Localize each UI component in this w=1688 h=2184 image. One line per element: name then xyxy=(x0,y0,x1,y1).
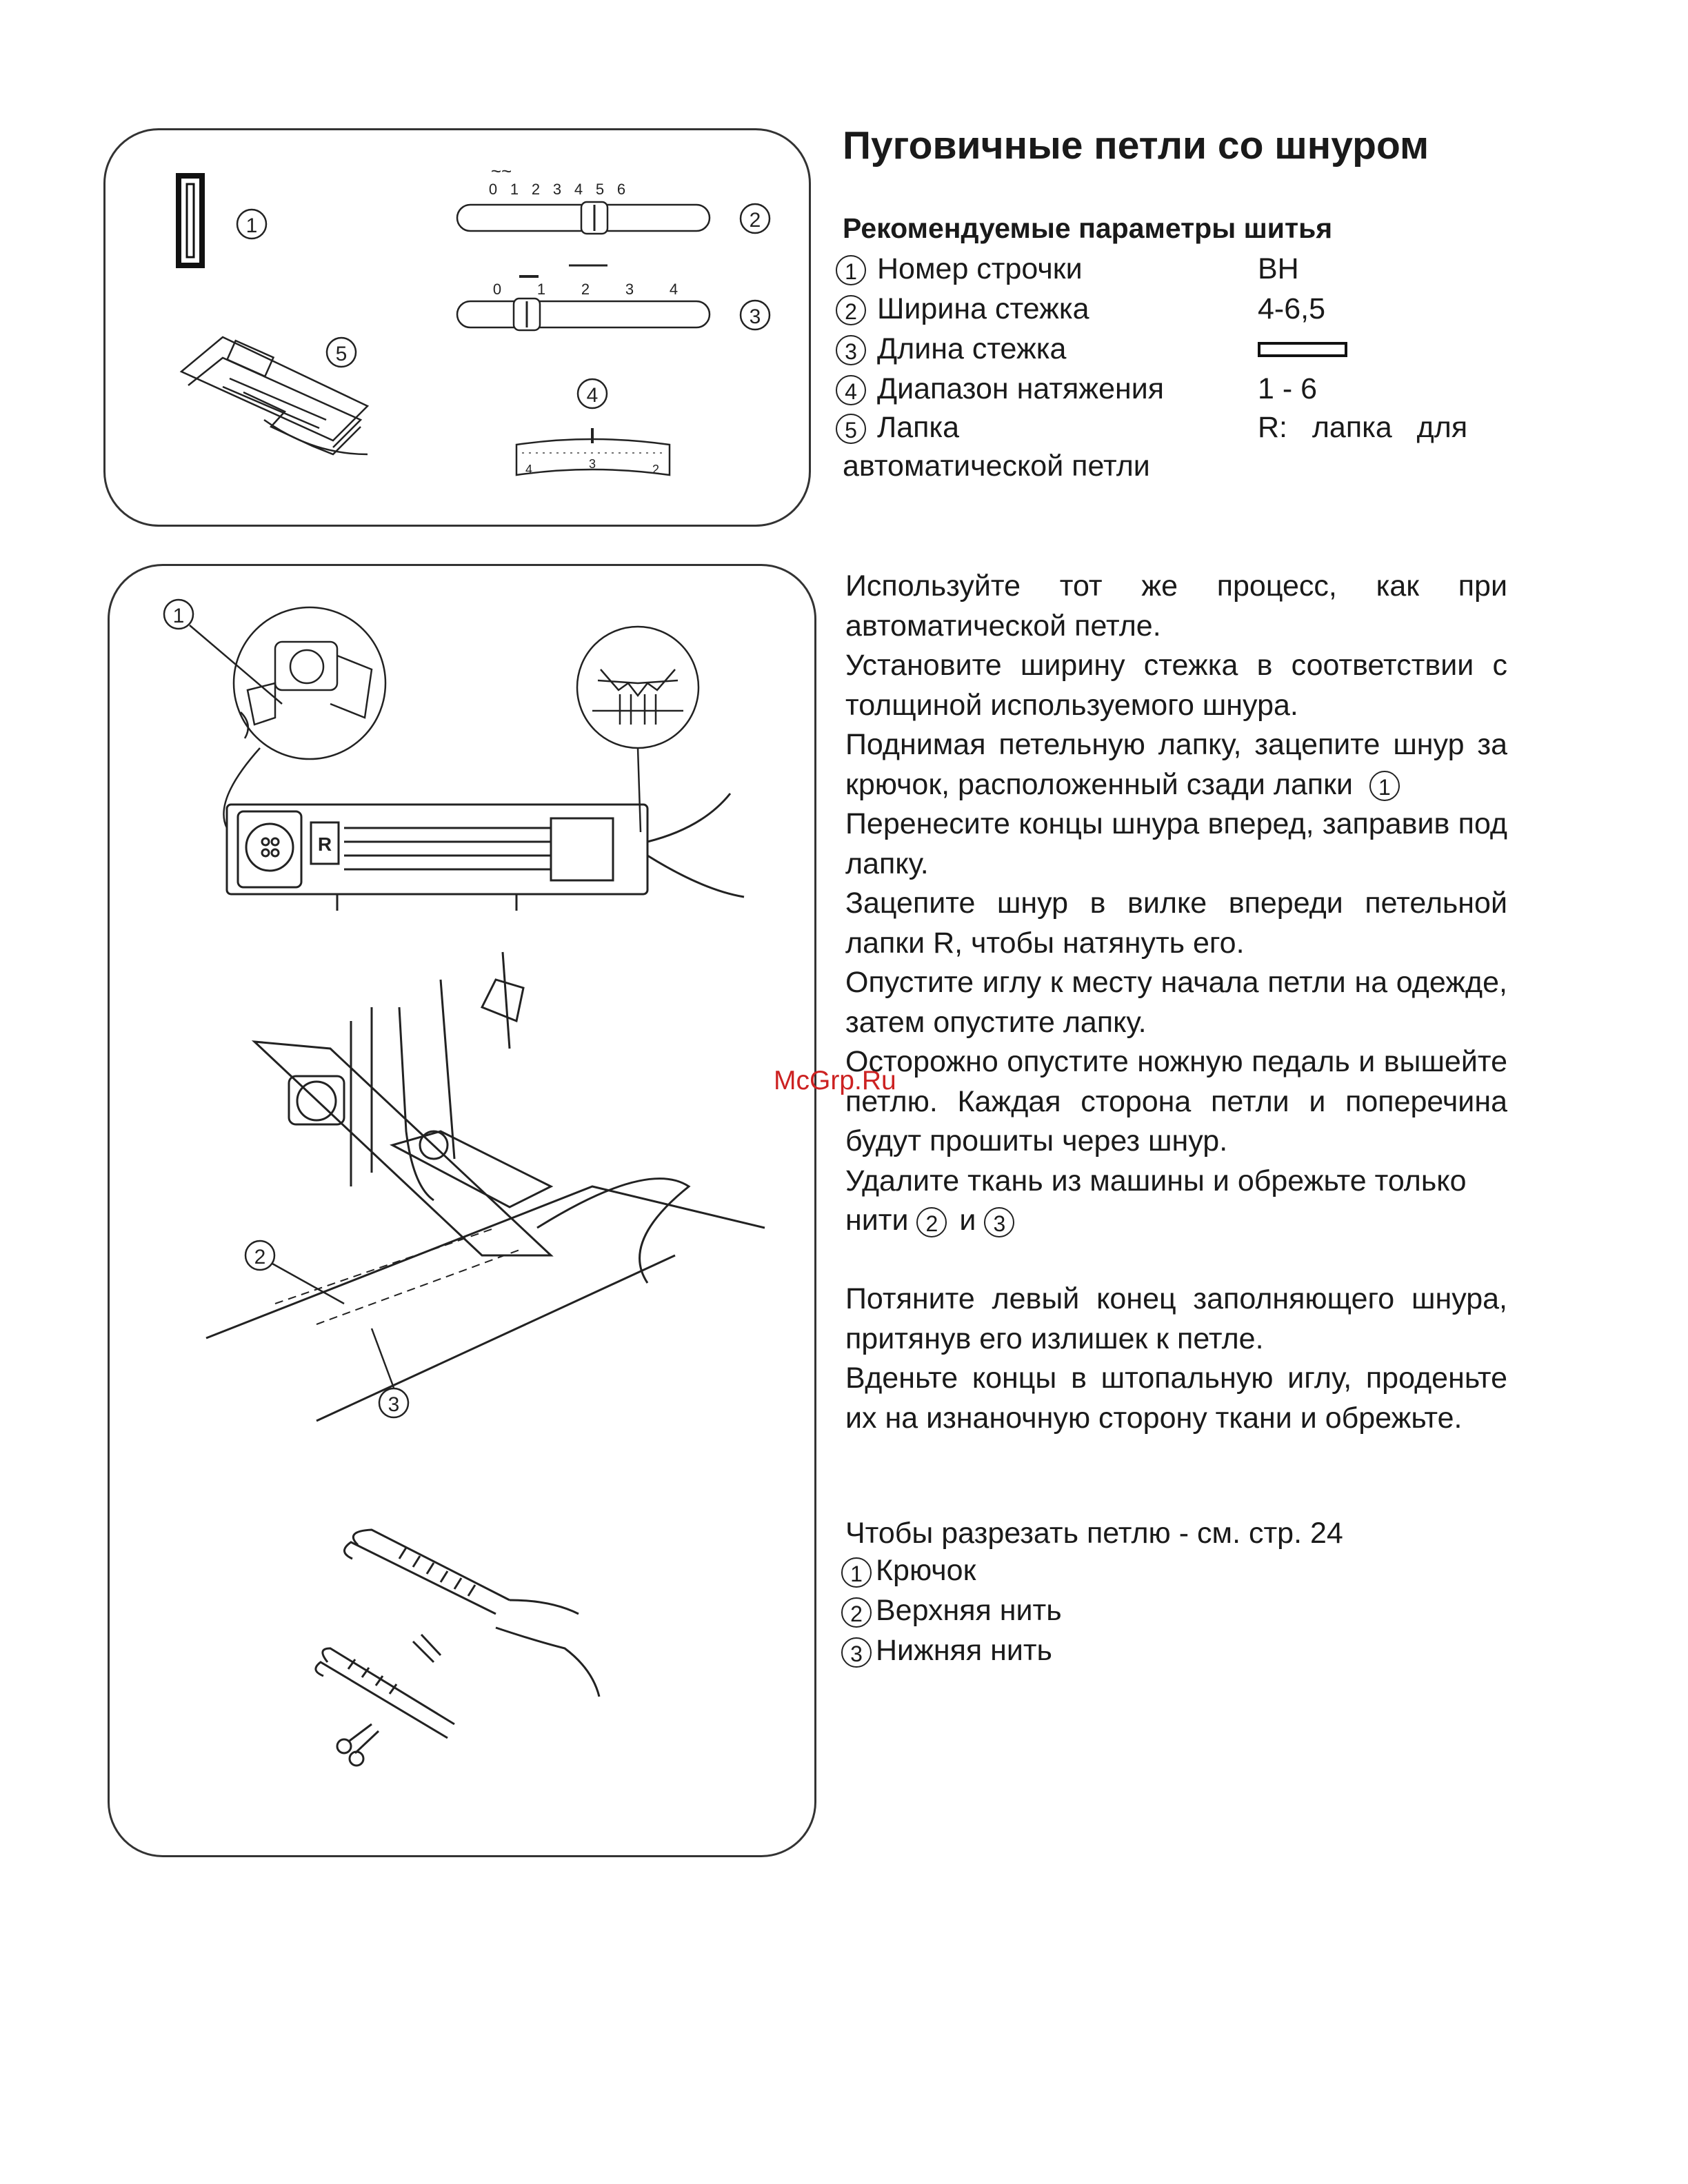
callout-ref: 2 xyxy=(916,1207,947,1237)
svg-text:1: 1 xyxy=(510,181,519,198)
svg-text:4: 4 xyxy=(669,281,679,298)
setting-number: 2 xyxy=(836,295,866,325)
setting-label: Длина стежка xyxy=(877,332,1067,365)
thread-tension-dial xyxy=(516,428,670,476)
stitch-length-bar-icon xyxy=(1258,342,1347,357)
buttonhole-pattern-icon xyxy=(179,176,202,265)
setting-number: 4 xyxy=(836,375,866,405)
buttonhole-foot-top-view xyxy=(227,793,744,911)
stitch-width-dial xyxy=(457,161,710,234)
instruction-paragraph: Осторожно опустите ножную педаль и вышейте петлю. Каждая сторона петли и поперечина будут прошиты через шнур. xyxy=(845,1045,1507,1157)
instruction-paragraph: Опустите иглу к месту начала петли на одежде, затем опустите лапку. xyxy=(845,966,1507,1039)
svg-text:5: 5 xyxy=(595,181,605,198)
callout-ref: 3 xyxy=(984,1207,1014,1237)
instruction-paragraph: Поднимая петельную лапку, зацепите шнур за крючок, расположенный сзади лапки 1 xyxy=(845,728,1507,801)
callout-ref: 1 xyxy=(1369,771,1400,801)
svg-text:1: 1 xyxy=(536,281,546,298)
setting-row-pattern xyxy=(836,252,1511,292)
instructions-block xyxy=(845,567,1507,1241)
instruction-paragraph: Потяните левый конец заполняющего шнура, притянув его излишек к петле. xyxy=(845,1282,1507,1355)
settings-figure xyxy=(106,130,809,525)
instruction-paragraph: Зацепите шнур в вилке впереди петельной лапки R, чтобы натянуть его. xyxy=(845,887,1507,960)
legend-item: 1 Крючок xyxy=(841,1554,976,1588)
setting-row-width xyxy=(836,292,1511,332)
instruction-paragraph: Перенесите концы шнура вперед, заправив под лапку. xyxy=(845,807,1507,880)
setting-value: BH xyxy=(1258,252,1299,285)
settings-heading: Рекомендуемые параметры шитья xyxy=(843,212,1333,244)
machine-sewing-illustration xyxy=(206,952,765,1421)
callout-1: 1 xyxy=(245,214,258,237)
instruction-paragraph: Вденьте концы в штопальную иглу, проденьте их на изнаночную сторону ткани и обрежьте. xyxy=(845,1362,1507,1435)
svg-text:0: 0 xyxy=(492,281,502,298)
setting-label: Ширина стежка xyxy=(877,292,1089,325)
procedure-figure xyxy=(110,566,814,1855)
svg-text:3: 3 xyxy=(625,281,634,298)
cut-reference: Чтобы разрезать петлю - см. стр. 24 xyxy=(845,1517,1343,1550)
procedure-figure-panel xyxy=(108,564,816,1857)
setting-number: 3 xyxy=(836,335,866,365)
setting-row-tension xyxy=(836,372,1511,412)
svg-text:6: 6 xyxy=(616,181,626,198)
settings-figure-panel xyxy=(103,128,811,527)
setting-number: 1 xyxy=(836,255,866,285)
svg-text:0: 0 xyxy=(488,181,498,198)
setting-value: 4-6,5 xyxy=(1258,292,1326,325)
foot-letter: R xyxy=(317,833,332,855)
hook-detail-magnifier xyxy=(223,607,385,828)
finishing-block xyxy=(845,1280,1507,1438)
setting-row-length xyxy=(836,332,1511,372)
setting-label: Лапка xyxy=(877,411,960,444)
svg-text:2: 2 xyxy=(652,463,660,476)
svg-text:4: 4 xyxy=(574,181,583,198)
watermark: McGrp.Ru xyxy=(774,1066,896,1095)
svg-text:2: 2 xyxy=(581,281,590,298)
setting-label: Номер строчки xyxy=(877,252,1083,285)
callout-3: 3 xyxy=(388,1393,400,1416)
page-title: Пуговичные петли со шнуром xyxy=(843,123,1429,168)
stitch-length-dial xyxy=(457,265,710,330)
instruction-paragraph: Удалите ткань из машины и обрежьте только нити 2 и 3 xyxy=(845,1164,1467,1237)
instruction-paragraph: Используйте тот же процесс, как при автоматической петле. xyxy=(845,569,1507,643)
legend-item: 3 Нижняя нить xyxy=(841,1634,1052,1668)
svg-text:3: 3 xyxy=(588,457,596,471)
svg-text:2: 2 xyxy=(531,181,541,198)
callout-3: 3 xyxy=(749,305,761,328)
instruction-paragraph: Установите ширину стежка в соответствии с толщиной используемого шнура. xyxy=(845,649,1507,722)
setting-label: Диапазон натяжения xyxy=(877,372,1165,405)
cord-finishing-illustration xyxy=(316,1530,599,1766)
svg-text:3: 3 xyxy=(552,181,562,198)
callout-2: 2 xyxy=(749,209,761,232)
setting-number: 5 xyxy=(836,414,866,444)
setting-foot-continuation: автоматической петли xyxy=(843,449,1150,483)
legend-item: 2 Верхняя нить xyxy=(841,1594,1062,1628)
svg-text:4: 4 xyxy=(525,463,533,476)
fork-detail-magnifier xyxy=(577,627,699,832)
setting-value: 1 - 6 xyxy=(1258,372,1318,405)
callout-5: 5 xyxy=(335,343,348,365)
zigzag-icon: ~~ xyxy=(490,161,512,181)
callout-1: 1 xyxy=(172,605,185,627)
setting-row-foot xyxy=(836,411,1511,451)
callout-4: 4 xyxy=(586,384,599,407)
setting-value: R: лапка для xyxy=(1258,411,1468,444)
callout-2: 2 xyxy=(254,1246,266,1268)
